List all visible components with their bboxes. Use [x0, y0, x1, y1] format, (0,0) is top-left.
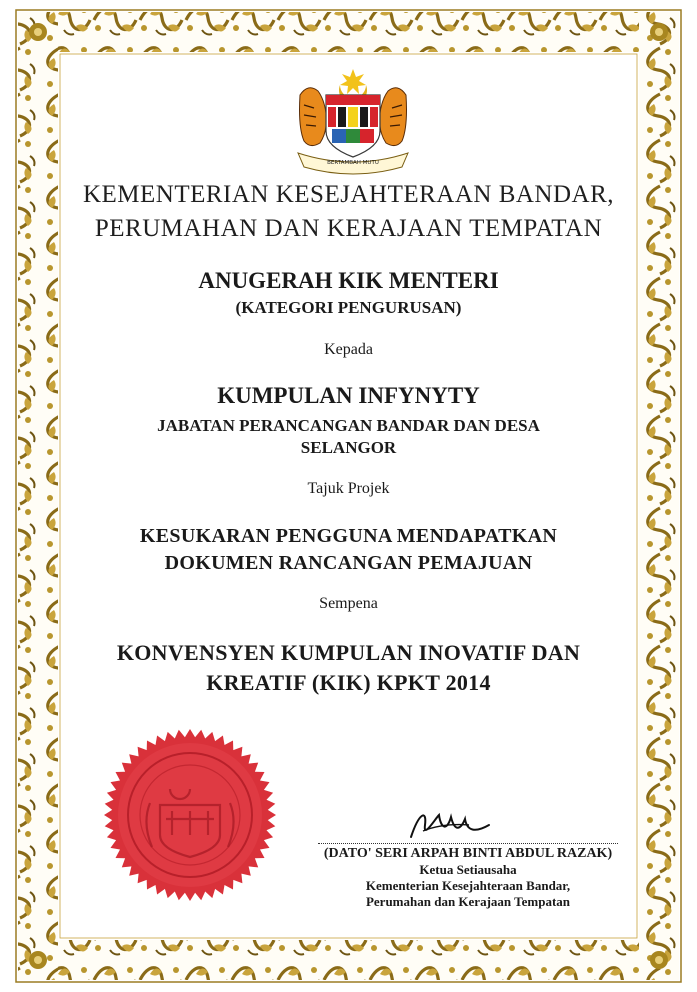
recipient-dept-line-1: JABATAN PERANCANGAN BANDAR DAN DESA	[157, 416, 540, 435]
award-title: ANUGERAH KIK MENTERI	[198, 268, 499, 293]
event-title	[60, 638, 637, 698]
red-seal	[100, 725, 280, 905]
recipient-department	[60, 415, 637, 459]
ministry-line-1: KEMENTERIAN KESEJAHTERAAN BANDAR,	[82, 181, 615, 208]
handwritten-signature	[405, 803, 495, 845]
signatory-name: (DATO' SERI ARPAH BINTI ABDUL RAZAK)	[323, 846, 613, 861]
project-title	[60, 523, 637, 577]
event-title-line-1: KONVENSYEN KUMPULAN INOVATIF DAN	[116, 640, 581, 665]
ministry-title	[60, 178, 637, 246]
recipient-name: KUMPULAN INFYNYTY	[217, 383, 480, 408]
project-title-line-2: DOKUMEN RANCANGAN PEMAJUAN	[164, 552, 533, 574]
certificate-content	[60, 55, 637, 935]
signatory-org-line-1: Kementerian Kesejahteraan Bandar,	[365, 878, 571, 893]
coat-of-arms-emblem	[288, 65, 418, 175]
label-sempena: Sempena	[319, 595, 378, 612]
signatory-org-line-2: Perumahan dan Kerajaan Tempatan	[365, 894, 571, 909]
project-title-line-1: KESUKARAN PENGGUNA MENDAPATKAN	[139, 525, 558, 547]
svg-text:BERTAMBAH MUTU: BERTAMBAH MUTU	[327, 160, 379, 166]
label-tajuk-projek: Tajuk Projek	[307, 480, 390, 497]
signatory-block	[308, 843, 628, 910]
signatory-role: Ketua Setiausaha	[419, 862, 517, 877]
event-title-line-2: KREATIF (KIK) KPKT 2014	[206, 670, 491, 695]
signature-line	[318, 843, 618, 844]
recipient-dept-line-2: SELANGOR	[300, 438, 397, 457]
label-kepada: Kepada	[324, 341, 373, 358]
ministry-line-2: PERUMAHAN DAN KERAJAAN TEMPATAN	[94, 215, 603, 242]
award-category: (KATEGORI PENGURUSAN)	[235, 298, 462, 317]
